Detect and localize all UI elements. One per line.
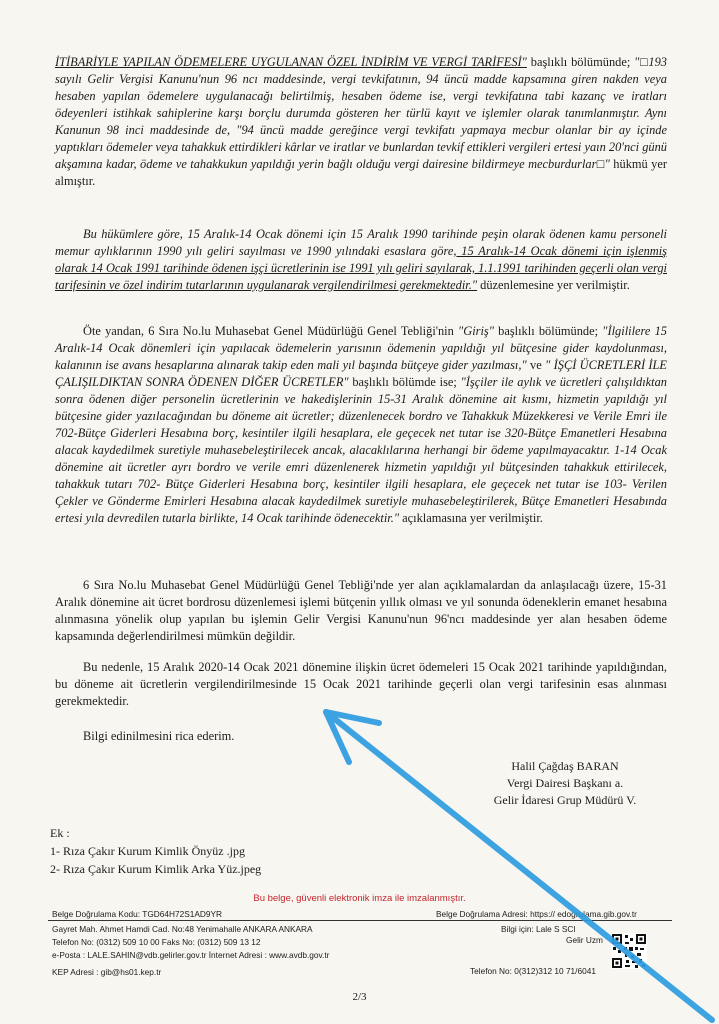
p2-quote: Bu hükümlere göre, 15 Aralık-14 Ocak dönemi için 15 Aralık 1990 tarihinde peşin olarak ödenen kamu personeli memur aylıklarının 1990 yılı geliri sayılması ve 1990 yılındaki esaslara göre, bbox=[55, 227, 667, 258]
info-contact: Bilgi için: Lale S SCI bbox=[501, 924, 576, 934]
p3-heading-quote: " İŞÇİ ÜCRETLERİ İLE ÇALIŞILDIKTAN SONRA ÖDENEN DİĞER ÜCRETLER" bbox=[55, 358, 667, 389]
p3-quote-2: "İşçiler ile aylık ve ücretleri çalışıldıktan sonra ödenen diğer personelin ücretlerinin ve hakedişlerinin 15-31 Aralık dönemine ait kısmı, hizmetin yapıldığı yıl bütçesine gider yazılacağından bu döneme ait ücretler; düzenlenecek bordro ve Tahakkuk Müzekkeresi ve Verile Emri ile 702-Bütçe Giderleri Hesabına borç, kesintiler ilgili hesaplara, ele geçecek net tutar ise 320-Bütçe Emanetleri Hesabına alacak kaydedilmek suretiyle muhasebeleştirilecek ancak, alacaklılarına herhangi bir ödeme yapılmayacaktır. 1-14 Ocak dönemine ait ücretler ayrı bordro ve verile emri düzenlenerek hizmetin yapıldığı yıl bütçesinden tahakkuk ettirilecek, tahakkuk tutarı 702- Bütçe Giderleri Hesabına borç, kesintiler ilgili hesaplara, ele geçecek net tutar ise 103- Verilen Çekler ve Gönderme Emirleri Hesabına alacak kaydedilmek suretiyle muhasebeleştirilerek, Bütçe Emanetleri Hesabında ertesi yıla devredilen tutarla birlikte, 14 Ocak tarihinde ödenecektir." bbox=[55, 375, 667, 525]
p6-text: Bilgi edinilmesini rica ederim. bbox=[83, 729, 235, 743]
p1-text: başlıklı bölümünde; bbox=[526, 55, 635, 69]
page-number: 2/3 bbox=[352, 991, 367, 1003]
section-heading-ref: İTİBARİYLE YAPILAN ÖDEMELERE UYGULANAN ÖZEL İNDİRİM VE VERGİ TARİFESİ" bbox=[55, 55, 527, 69]
signer-title-2: Gelir İdaresi Grup Müdürü V. bbox=[493, 793, 637, 807]
p2-underlined-quote: 15 Aralık-14 Ocak dönemi için işlenmiş olarak 14 Ocak 1991 tarihinde ödenen işçi ücretlerinin ise 1991 yılı geliri sayılarak, 1.1.1991 tarihinden geçerli olan vergi tarifesinin ve özel indirim tutarlarının uygulanarak vergilendirilmesi gerekmektedir." bbox=[55, 244, 667, 292]
kep-address: KEP Adresi : gib@hs01.kep.tr bbox=[52, 967, 162, 977]
p2-tail: düzenlemesine yer verilmiştir. bbox=[477, 278, 630, 292]
p3-text-2: başlıklı bölümünde; bbox=[493, 324, 603, 338]
right-phone: Telefon No: 0(312)312 10 71/6041 bbox=[470, 966, 596, 976]
signer-name: Halil Çağdaş BARAN bbox=[511, 759, 619, 773]
phone-fax: Telefon No: (0312) 509 10 00 Faks No: (0312) 509 13 12 bbox=[52, 937, 261, 947]
attachment-item: 1- Rıza Çakır Kurum Kimlik Önyüz .jpg bbox=[50, 844, 245, 858]
p4-text: 6 Sıra No.lu Muhasebat Genel Müdürlüğü Genel Tebliği'nde yer alan açıklamalardan da anlaşılacağı üzere, 15-31 Aralık dönemine ait ücret bordrosu düzenlemesi işlemi bütçenin yıllık olması ve yıl sonunda ödeneklerin emanet hesabına alınmasına yönelik olup yapılan bu işlemin Gelir Vergisi Kanunu'nun 96'ncı maddesinde yer alan hesaben ödeme kapsamında değerlendirilmesi mümkün değildir. bbox=[55, 578, 667, 643]
p3-quote-1: "İlgililere 15 Aralık-14 Ocak dönemleri için yapılacak ödemelerin yarısının ödemenin yapıldığı yıl bütçesine gider kaydolunması, kalanının ise avans hesaplarına alınarak takip eden mali yıl başında bütçeye gider yazılması," bbox=[55, 324, 667, 372]
signer-title-1: Vergi Dairesi Başkanı a. bbox=[506, 776, 624, 790]
p1-quote: "□193 sayılı Gelir Vergisi Kanunu'nun 96 ncı maddesinde, vergi tevkifatının, 94 üncü madde kapsamına giren nakden veya hesaben yapılan ödemelere uygulanacağı belirtilmiş, hesaben ödeme ise, vergi tevkifatına tabi kazanç ve iratları ödeyenleri istihkak sahiplerine karşı borçlu durumda gösteren her türlü kayıt ve işlemler olarak tanımlanmıştır. Aynı Kanunun 98 inci maddesinde de, "94 üncü madde gereğince vergi tevkifatı yapmaya mecbur olanlar bir ay içinde yaptıkları ödemeler veya tahakkuk ettirdikleri kârlar ve iratlar ve bunlardan tevkif ettikleri vergileri ertesi yaın 20'nci günü akşamına kadar, ödeme ve tahakkukun yapıldığı yerin bağlı olduğu vergi dairesine bildirmeye mecburdurlar□" bbox=[55, 55, 667, 171]
e-signature-notice: Bu belge, güvenli elektronik imza ile imzalanmıştır. bbox=[253, 893, 466, 904]
p3-text-3: başlıklı bölümde ise; bbox=[348, 375, 461, 389]
p5-text: Bu nedenle, 15 Aralık 2020-14 Ocak 2021 dönemine ilişkin ücret ödemeleri 15 Ocak 2021 tarihinde yapıldığından, bu döneme ait ücretlerin vergilendirilmesinde 15 Ocak 2021 tarihinde geçerli olan vergi tarifesinin esas alınması gerekmektedir. bbox=[55, 660, 667, 708]
email-web: e-Posta : LALE.SAHIN@vdb.gelirler.gov.tr İnternet Adresi : www.avdb.gov.tr bbox=[52, 950, 330, 960]
verification-address[interactable]: Belge Doğrulama Adresi: https:// edogrulama.gib.gov.tr bbox=[436, 909, 637, 919]
info-title: Gelir Uzm bbox=[566, 935, 603, 945]
p1-tail: hükmü yer almıştır. bbox=[55, 157, 667, 188]
attachments-heading: Ek : bbox=[50, 826, 70, 840]
p3-and: ve bbox=[526, 358, 546, 372]
p3-giris: "Giriş" bbox=[458, 324, 494, 338]
p3-text: Öte yandan, 6 Sıra No.lu Muhasebat Genel Müdürlüğü Genel Tebliği'nin bbox=[83, 324, 459, 338]
office-address: Gayret Mah. Ahmet Hamdi Cad. No:48 Yenimahalle ANKARA ANKARA bbox=[52, 924, 313, 934]
verification-code: Belge Doğrulama Kodu: TGD64H72S1AD9YR bbox=[52, 909, 223, 919]
p3-tail: açıklamasına yer verilmiştir. bbox=[399, 511, 543, 525]
attachment-item: 2- Rıza Çakır Kurum Kimlik Arka Yüz.jpeg bbox=[50, 862, 262, 876]
